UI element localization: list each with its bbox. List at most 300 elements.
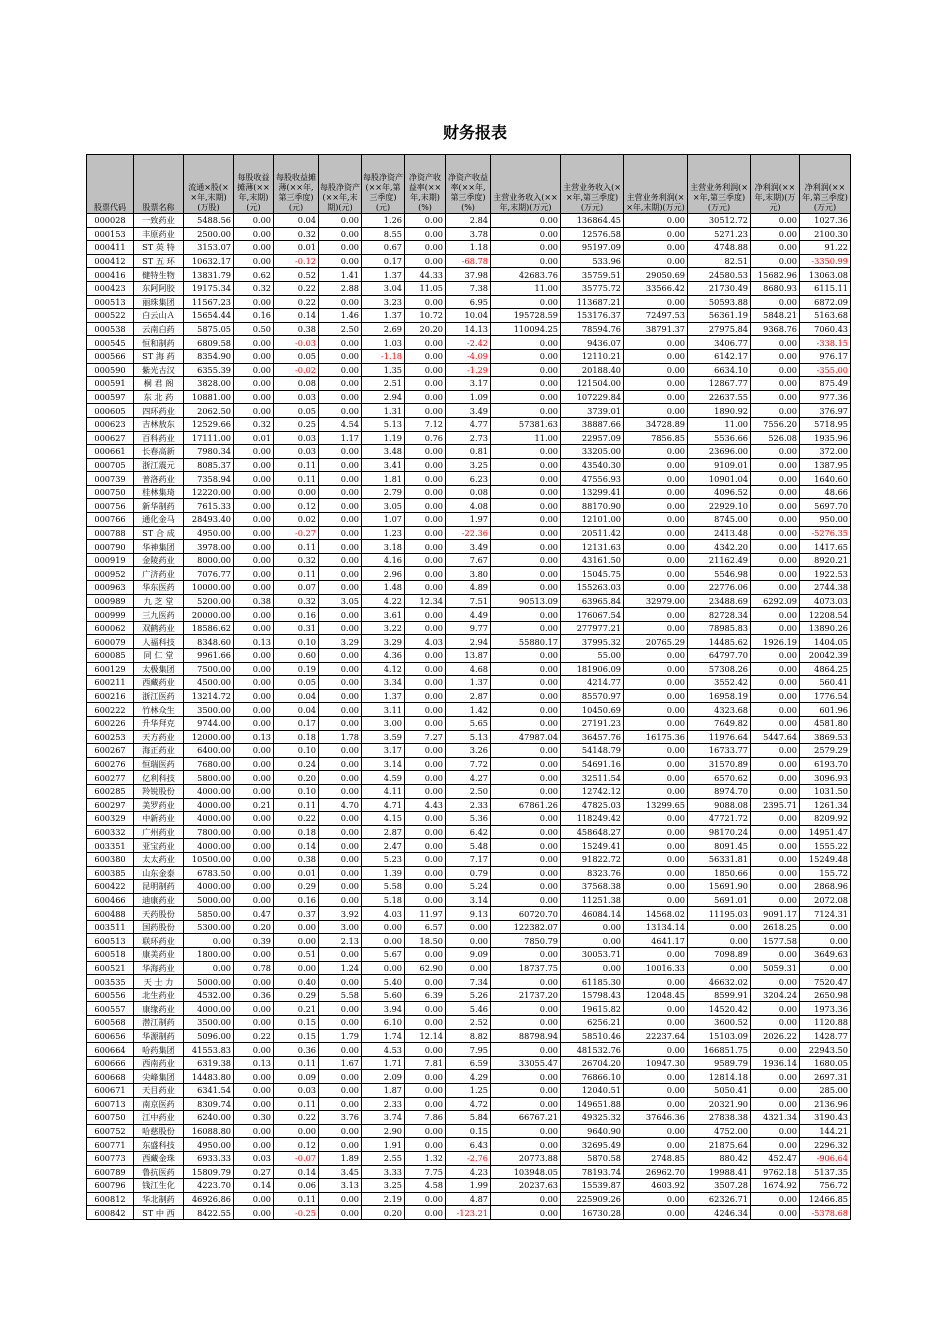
value-cell: 5800.00 — [184, 771, 234, 785]
value-cell: 0.00 — [624, 784, 688, 798]
value-cell: 1.17 — [319, 431, 362, 445]
value-cell: 8.55 — [362, 227, 405, 241]
value-cell: 5050.41 — [688, 1084, 751, 1098]
value-cell: 12220.00 — [184, 485, 234, 499]
value-cell: 0.00 — [405, 458, 446, 472]
value-cell: 0.00 — [751, 567, 800, 581]
value-cell: 0.00 — [561, 961, 624, 975]
value-cell: 0.00 — [491, 608, 561, 622]
value-cell: 0.00 — [491, 662, 561, 676]
value-cell: 0.00 — [234, 1206, 274, 1220]
value-cell: 0.16 — [274, 608, 319, 622]
value-cell: 0.00 — [319, 390, 362, 404]
stock-name-cell: 国药股份 — [134, 920, 184, 934]
value-cell: 5536.66 — [688, 431, 751, 445]
value-cell: 2.47 — [362, 839, 405, 853]
value-cell: 10450.69 — [561, 703, 624, 717]
stock-code-cell: 000513 — [87, 295, 134, 309]
value-cell: 1.37 — [362, 309, 405, 323]
value-cell: 526.08 — [751, 431, 800, 445]
value-cell: 7680.00 — [184, 757, 234, 771]
value-cell: 0.00 — [234, 214, 274, 228]
value-cell: 0.20 — [274, 771, 319, 785]
value-cell: 3.04 — [362, 281, 405, 295]
table-row — [87, 866, 851, 880]
value-cell: 4950.00 — [184, 1138, 234, 1152]
table-row — [87, 431, 851, 445]
value-cell: 78193.74 — [561, 1165, 624, 1179]
value-cell: 64797.70 — [688, 649, 751, 663]
value-cell: 11.00 — [491, 281, 561, 295]
value-cell: 2868.96 — [800, 880, 851, 894]
stock-name-cell: 南京医药 — [134, 1097, 184, 1111]
value-cell: 5447.64 — [751, 730, 800, 744]
value-cell: 82728.34 — [688, 608, 751, 622]
value-cell: 0.00 — [751, 363, 800, 377]
value-cell: 18586.62 — [184, 621, 234, 635]
value-cell: 0.11 — [274, 798, 319, 812]
value-cell: 3.29 — [362, 635, 405, 649]
value-cell: 12110.21 — [561, 349, 624, 363]
value-cell: 0.00 — [234, 499, 274, 513]
table-row — [87, 1111, 851, 1125]
value-cell: 6193.70 — [800, 757, 851, 771]
value-cell: 1417.65 — [800, 540, 851, 554]
table-row — [87, 1192, 851, 1206]
stock-name-cell: 恒和制药 — [134, 336, 184, 350]
value-cell: 0.00 — [624, 526, 688, 540]
value-cell: 4000.00 — [184, 784, 234, 798]
value-cell: 6872.09 — [800, 295, 851, 309]
stock-name-cell: 丽珠集团 — [134, 295, 184, 309]
value-cell: 56361.19 — [688, 309, 751, 323]
value-cell: 0.00 — [491, 948, 561, 962]
value-cell: 4321.34 — [751, 1111, 800, 1125]
value-cell: 29050.69 — [624, 268, 688, 282]
value-cell: 1120.88 — [800, 1016, 851, 1030]
value-cell: 9.77 — [446, 621, 491, 635]
value-cell: 0.00 — [319, 526, 362, 540]
value-cell: 0.00 — [319, 227, 362, 241]
stock-code-cell: 000423 — [87, 281, 134, 295]
value-cell: 0.00 — [319, 757, 362, 771]
value-cell: 9.09 — [446, 948, 491, 962]
value-cell: 0.00 — [624, 567, 688, 581]
value-cell: -2.42 — [446, 336, 491, 350]
value-cell: 0.00 — [751, 227, 800, 241]
value-cell: 7.95 — [446, 1043, 491, 1057]
value-cell: 0.00 — [319, 377, 362, 391]
value-cell: 4.03 — [405, 635, 446, 649]
value-cell: 0.13 — [234, 730, 274, 744]
value-cell: 7.34 — [446, 975, 491, 989]
stock-name-cell: ST 海 药 — [134, 349, 184, 363]
value-cell: 3600.52 — [688, 1016, 751, 1030]
value-cell: 0.00 — [405, 1070, 446, 1084]
value-cell: 0.00 — [319, 839, 362, 853]
value-cell: 0.22 — [274, 295, 319, 309]
value-cell: 0.00 — [491, 499, 561, 513]
value-cell: 2.51 — [362, 377, 405, 391]
value-cell: 0.00 — [234, 254, 274, 268]
value-cell: 27975.84 — [688, 322, 751, 336]
table-row — [87, 1056, 851, 1070]
value-cell: 1936.14 — [751, 1056, 800, 1070]
value-cell: 0.00 — [491, 377, 561, 391]
value-cell: 1261.34 — [800, 798, 851, 812]
value-cell: 16088.80 — [184, 1124, 234, 1138]
stock-code-cell: 600557 — [87, 1002, 134, 1016]
value-cell: 13214.72 — [184, 689, 234, 703]
value-cell: 0.00 — [405, 472, 446, 486]
stock-name-cell: 四环药业 — [134, 404, 184, 418]
value-cell: 0.00 — [751, 1084, 800, 1098]
table-row — [87, 417, 851, 431]
value-cell: 5200.00 — [184, 594, 234, 608]
value-cell: 0.00 — [491, 716, 561, 730]
value-cell: 10632.17 — [184, 254, 234, 268]
value-cell: 0.00 — [491, 621, 561, 635]
value-cell: 0.00 — [234, 581, 274, 595]
value-cell: 0.00 — [624, 757, 688, 771]
value-cell: 0.00 — [751, 689, 800, 703]
value-cell: 54148.79 — [561, 744, 624, 758]
value-cell: 0.00 — [624, 716, 688, 730]
value-cell: 0.00 — [234, 1138, 274, 1152]
value-cell: 0.04 — [274, 689, 319, 703]
value-cell: 2.33 — [446, 798, 491, 812]
value-cell: 1776.54 — [800, 689, 851, 703]
value-cell: 3406.77 — [688, 336, 751, 350]
value-cell: 0.00 — [405, 567, 446, 581]
value-cell: 0.00 — [405, 1124, 446, 1138]
value-cell: 0.00 — [491, 784, 561, 798]
value-cell: 7.81 — [405, 1056, 446, 1070]
value-cell: 4000.00 — [184, 839, 234, 853]
value-cell: 0.00 — [491, 526, 561, 540]
table-row — [87, 1179, 851, 1193]
value-cell: 0.03 — [274, 1084, 319, 1098]
value-cell: 4.23 — [446, 1165, 491, 1179]
table-row — [87, 961, 851, 975]
value-cell: 0.01 — [234, 431, 274, 445]
value-cell: 0.00 — [624, 852, 688, 866]
value-cell: -68.78 — [446, 254, 491, 268]
value-cell: 7649.82 — [688, 716, 751, 730]
value-cell: 0.00 — [751, 1192, 800, 1206]
value-cell: 11567.23 — [184, 295, 234, 309]
value-cell: 21730.49 — [688, 281, 751, 295]
table-row — [87, 676, 851, 690]
value-cell: 0.00 — [405, 1192, 446, 1206]
value-cell: 60720.70 — [491, 907, 561, 921]
value-cell: 9109.01 — [688, 458, 751, 472]
table-row — [87, 880, 851, 894]
value-cell: 20000.00 — [184, 608, 234, 622]
value-cell: 225909.26 — [561, 1192, 624, 1206]
value-cell: 3500.00 — [184, 1016, 234, 1030]
value-cell: 33566.42 — [624, 281, 688, 295]
value-cell: 7980.34 — [184, 445, 234, 459]
value-cell: 0.32 — [234, 417, 274, 431]
value-cell: 4096.52 — [688, 485, 751, 499]
value-cell: 0.12 — [274, 1138, 319, 1152]
table-row — [87, 1043, 851, 1057]
value-cell: 7800.00 — [184, 825, 234, 839]
value-cell: 0.00 — [234, 825, 274, 839]
value-cell: 4.68 — [446, 662, 491, 676]
value-cell: 3.49 — [446, 540, 491, 554]
value-cell: 5850.00 — [184, 907, 234, 921]
value-cell: 0.00 — [319, 458, 362, 472]
stock-code-cell: 000952 — [87, 567, 134, 581]
value-cell: 0.00 — [624, 1124, 688, 1138]
value-cell: 5059.31 — [751, 961, 800, 975]
value-cell: 0.00 — [491, 825, 561, 839]
value-cell: 15103.09 — [688, 1029, 751, 1043]
value-cell: 16730.28 — [561, 1206, 624, 1220]
value-cell: 0.00 — [405, 336, 446, 350]
value-cell: 0.00 — [751, 513, 800, 527]
value-cell: 0.03 — [274, 445, 319, 459]
stock-name-cell: 白云山Ａ — [134, 309, 184, 323]
stock-name-cell: 长春高新 — [134, 445, 184, 459]
stock-name-cell: 浙江震元 — [134, 458, 184, 472]
value-cell: 103948.05 — [491, 1165, 561, 1179]
value-cell: 458648.27 — [561, 825, 624, 839]
stock-code-cell: 000766 — [87, 513, 134, 527]
value-cell: 22929.10 — [688, 499, 751, 513]
value-cell: 0.19 — [274, 662, 319, 676]
value-cell: 30512.72 — [688, 214, 751, 228]
value-cell: 0.00 — [362, 934, 405, 948]
value-cell: 27191.23 — [561, 716, 624, 730]
value-cell: 1.24 — [319, 961, 362, 975]
value-cell: 0.00 — [751, 880, 800, 894]
stock-code-cell: 600466 — [87, 893, 134, 907]
value-cell: 0.00 — [751, 744, 800, 758]
value-cell: 0.00 — [624, 689, 688, 703]
value-cell: 50593.88 — [688, 295, 751, 309]
value-cell: 0.00 — [405, 526, 446, 540]
value-cell: 0.00 — [405, 1206, 446, 1220]
value-cell: 0.00 — [491, 676, 561, 690]
value-cell: 0.00 — [234, 771, 274, 785]
value-cell: 0.00 — [491, 880, 561, 894]
table-row — [87, 281, 851, 295]
value-cell: -0.07 — [274, 1151, 319, 1165]
value-cell: 0.00 — [491, 445, 561, 459]
value-cell: 4.87 — [446, 1192, 491, 1206]
value-cell: 0.00 — [405, 241, 446, 255]
value-cell: 0.00 — [319, 621, 362, 635]
value-cell: 14485.62 — [688, 635, 751, 649]
table-row — [87, 404, 851, 418]
value-cell: 0.00 — [624, 540, 688, 554]
value-cell: 16733.77 — [688, 744, 751, 758]
value-cell: 0.00 — [234, 1043, 274, 1057]
value-cell: 0.00 — [234, 893, 274, 907]
value-cell: 1027.36 — [800, 214, 851, 228]
value-cell: 3828.00 — [184, 377, 234, 391]
value-cell: 12048.45 — [624, 988, 688, 1002]
value-cell: 0.00 — [319, 716, 362, 730]
value-cell: 0.00 — [561, 934, 624, 948]
value-cell: 0.00 — [234, 404, 274, 418]
value-cell: 0.00 — [234, 458, 274, 472]
value-cell: 5.40 — [362, 975, 405, 989]
value-cell: 26962.70 — [624, 1165, 688, 1179]
value-cell: 4.36 — [362, 649, 405, 663]
value-cell: 5.46 — [446, 1002, 491, 1016]
value-cell: 0.06 — [274, 1179, 319, 1193]
value-cell: 91822.72 — [561, 852, 624, 866]
stock-code-cell: 600332 — [87, 825, 134, 839]
stock-code-cell: 600666 — [87, 1056, 134, 1070]
value-cell: 6.43 — [446, 1138, 491, 1152]
value-cell: 0.00 — [319, 744, 362, 758]
value-cell: 11.97 — [405, 907, 446, 921]
value-cell: 0.11 — [274, 1056, 319, 1070]
value-cell: 0.00 — [751, 458, 800, 472]
stock-code-cell: 600771 — [87, 1138, 134, 1152]
value-cell: 1.79 — [319, 1029, 362, 1043]
table-row — [87, 363, 851, 377]
value-cell: 3.14 — [446, 893, 491, 907]
value-cell: 4641.17 — [624, 934, 688, 948]
value-cell: 0.81 — [446, 445, 491, 459]
value-cell: 4.27 — [446, 771, 491, 785]
value-cell: 9744.00 — [184, 716, 234, 730]
value-cell: 7520.47 — [800, 975, 851, 989]
column-header: 股票代码 — [87, 155, 134, 214]
value-cell: 3507.28 — [688, 1179, 751, 1193]
stock-name-cell: 亚宝药业 — [134, 839, 184, 853]
value-cell: 0.00 — [234, 227, 274, 241]
value-cell: 0.00 — [751, 771, 800, 785]
value-cell: 58510.46 — [561, 1029, 624, 1043]
value-cell: 0.00 — [405, 662, 446, 676]
value-cell: 31570.89 — [688, 757, 751, 771]
value-cell: 0.00 — [274, 934, 319, 948]
value-cell: 15045.75 — [561, 567, 624, 581]
value-cell: -22.36 — [446, 526, 491, 540]
value-cell: 0.16 — [274, 893, 319, 907]
value-cell: 4.49 — [446, 608, 491, 622]
value-cell: 0.00 — [234, 757, 274, 771]
value-cell: 0.00 — [319, 513, 362, 527]
value-cell: 14520.42 — [688, 1002, 751, 1016]
stock-name-cell: ST 中 西 — [134, 1206, 184, 1220]
value-cell: 8599.91 — [688, 988, 751, 1002]
value-cell: 8974.70 — [688, 784, 751, 798]
value-cell: 4246.34 — [688, 1206, 751, 1220]
value-cell: 1.19 — [362, 431, 405, 445]
value-cell: 12101.00 — [561, 513, 624, 527]
value-cell: 6809.58 — [184, 336, 234, 350]
value-cell: 90513.09 — [491, 594, 561, 608]
value-cell: 0.17 — [362, 254, 405, 268]
value-cell: 0.00 — [405, 703, 446, 717]
stock-name-cell: 羚锐股份 — [134, 784, 184, 798]
value-cell: 4.54 — [319, 417, 362, 431]
value-cell: -0.25 — [274, 1206, 319, 1220]
value-cell: 1.32 — [405, 1151, 446, 1165]
value-cell: 0.00 — [234, 336, 274, 350]
stock-name-cell: 天药股份 — [134, 907, 184, 921]
value-cell: 601.96 — [800, 703, 851, 717]
value-cell: 0.00 — [405, 581, 446, 595]
value-cell: 82.51 — [688, 254, 751, 268]
value-cell: 7.51 — [446, 594, 491, 608]
table-row — [87, 458, 851, 472]
value-cell: 6783.50 — [184, 866, 234, 880]
stock-code-cell: 000153 — [87, 227, 134, 241]
value-cell: 2.13 — [319, 934, 362, 948]
value-cell: 0.00 — [491, 404, 561, 418]
value-cell: 0.22 — [274, 1111, 319, 1125]
value-cell: 0.00 — [491, 771, 561, 785]
value-cell: 5.13 — [362, 417, 405, 431]
value-cell: 5697.70 — [800, 499, 851, 513]
value-cell: 5.58 — [319, 988, 362, 1002]
stock-code-cell: 600668 — [87, 1070, 134, 1084]
value-cell: 0.15 — [274, 1029, 319, 1043]
value-cell: 20321.90 — [688, 1097, 751, 1111]
value-cell: 9961.66 — [184, 649, 234, 663]
value-cell: 0.00 — [319, 1192, 362, 1206]
value-cell: 1973.36 — [800, 1002, 851, 1016]
value-cell: 0.00 — [751, 553, 800, 567]
value-cell: 55.00 — [561, 649, 624, 663]
value-cell: 0.00 — [319, 472, 362, 486]
value-cell: 37568.38 — [561, 880, 624, 894]
value-cell: 98170.24 — [688, 825, 751, 839]
value-cell: 0.32 — [234, 281, 274, 295]
value-cell: 11976.64 — [688, 730, 751, 744]
value-cell: 42683.76 — [491, 268, 561, 282]
value-cell: 0.00 — [319, 1097, 362, 1111]
value-cell: 0.00 — [405, 227, 446, 241]
stock-code-cell: 000705 — [87, 458, 134, 472]
value-cell: 2.55 — [362, 1151, 405, 1165]
value-cell: 0.67 — [362, 241, 405, 255]
value-cell: 43161.50 — [561, 553, 624, 567]
stock-name-cell: 康美药业 — [134, 948, 184, 962]
value-cell: 0.00 — [624, 295, 688, 309]
value-cell: 0.00 — [319, 812, 362, 826]
value-cell: 17111.00 — [184, 431, 234, 445]
value-cell: 0.00 — [405, 1002, 446, 1016]
value-cell: 0.78 — [234, 961, 274, 975]
value-cell: 0.00 — [319, 608, 362, 622]
stock-name-cell: 天目药业 — [134, 1084, 184, 1098]
value-cell: 0.00 — [491, 866, 561, 880]
value-cell: 372.00 — [800, 445, 851, 459]
stock-name-cell: 江中药业 — [134, 1111, 184, 1125]
value-cell: 5271.23 — [688, 227, 751, 241]
column-header: 每股净资产(××年,第三季度)(元) — [362, 155, 405, 214]
value-cell: 452.47 — [751, 1151, 800, 1165]
value-cell: 0.01 — [274, 241, 319, 255]
value-cell: 0.24 — [274, 757, 319, 771]
value-cell: 5875.05 — [184, 322, 234, 336]
table-row — [87, 499, 851, 513]
value-cell: 0.00 — [624, 1192, 688, 1206]
table-row — [87, 784, 851, 798]
value-cell: 2.52 — [446, 1016, 491, 1030]
value-cell: 12814.18 — [688, 1070, 751, 1084]
